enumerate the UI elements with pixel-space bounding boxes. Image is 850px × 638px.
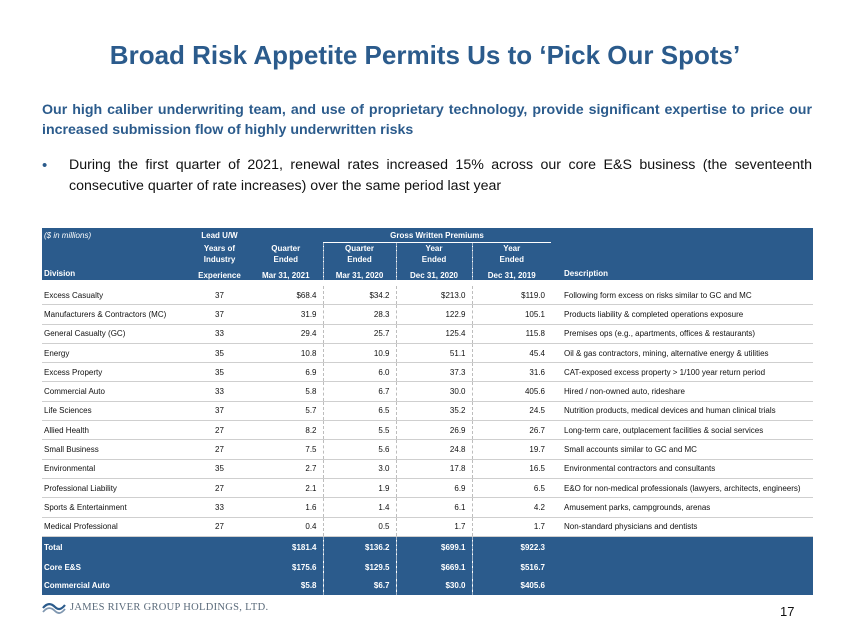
experience-cell: 27 xyxy=(190,478,249,497)
y20-cell: 51.1 xyxy=(396,343,472,362)
q21-header: Quarter xyxy=(249,243,323,255)
table-row xyxy=(42,401,813,420)
division-cell: Allied Health xyxy=(42,421,190,440)
q20-cell: 25.7 xyxy=(323,324,396,343)
y20-cell: 6.9 xyxy=(396,478,472,497)
q21-cell: 8.2 xyxy=(249,421,323,440)
y19-cell: $119.0 xyxy=(472,283,551,305)
q20-header: Quarter xyxy=(323,243,396,255)
q20-cell: 5.6 xyxy=(323,440,396,459)
y20-cell: 6.1 xyxy=(396,498,472,517)
division-cell: Professional Liability xyxy=(42,478,190,497)
total-label-cell: Core E&S xyxy=(42,558,190,577)
premiums-table xyxy=(42,228,813,595)
table-row xyxy=(42,440,813,459)
bullet-dot-icon: • xyxy=(42,157,48,174)
empty-cell xyxy=(190,558,249,577)
description-cell: Environmental contractors and consultants xyxy=(551,459,813,478)
q21-cell: 10.8 xyxy=(249,343,323,362)
exp-header: Experience xyxy=(190,265,249,283)
division-cell: Small Business xyxy=(42,440,190,459)
experience-cell: 33 xyxy=(190,382,249,401)
table-row xyxy=(42,517,813,536)
q20-cell: $136.2 xyxy=(323,536,396,558)
experience-cell: 27 xyxy=(190,421,249,440)
company-name: JAMES RIVER GROUP HOLDINGS, LTD. xyxy=(70,601,269,613)
q20-cell: 28.3 xyxy=(323,305,396,324)
y20-cell: 37.3 xyxy=(396,363,472,382)
total-row xyxy=(42,558,813,577)
experience-cell: 35 xyxy=(190,363,249,382)
description-cell: E&O for non-medical professionals (lawyers, architects, engineers) xyxy=(551,478,813,497)
description-cell: CAT-exposed excess property > 1/100 year return period xyxy=(551,363,813,382)
header-row-4 xyxy=(42,265,813,283)
experience-cell: 37 xyxy=(190,283,249,305)
y19-header: Dec 31, 2019 xyxy=(472,265,551,283)
empty-cell xyxy=(190,536,249,558)
y20-cell: $30.0 xyxy=(396,576,472,595)
gwp-header: Gross Written Premiums xyxy=(323,228,551,243)
y20-header: Year xyxy=(396,243,472,255)
q20-cell: $129.5 xyxy=(323,558,396,577)
empty-cell xyxy=(190,576,249,595)
y19-cell: 26.7 xyxy=(472,421,551,440)
q20-cell: 5.5 xyxy=(323,421,396,440)
division-cell: Manufacturers & Contractors (MC) xyxy=(42,305,190,324)
y19-cell: 16.5 xyxy=(472,459,551,478)
q20-cell: 6.0 xyxy=(323,363,396,382)
description-cell: Amusement parks, campgrounds, arenas xyxy=(551,498,813,517)
total-row xyxy=(42,536,813,558)
y19-cell: 19.7 xyxy=(472,440,551,459)
page-number: 17 xyxy=(780,604,795,619)
table-row xyxy=(42,305,813,324)
y20-cell: 26.9 xyxy=(396,421,472,440)
experience-cell: 35 xyxy=(190,343,249,362)
q21-cell: $175.6 xyxy=(249,558,323,577)
q21-cell: $68.4 xyxy=(249,283,323,305)
exp-header: Industry xyxy=(190,254,249,265)
table-row xyxy=(42,498,813,517)
q21-cell: 0.4 xyxy=(249,517,323,536)
bullet-point xyxy=(42,155,812,197)
q21-cell: 5.8 xyxy=(249,382,323,401)
y19-cell: 6.5 xyxy=(472,478,551,497)
y20-cell: 1.7 xyxy=(396,517,472,536)
experience-cell: 35 xyxy=(190,459,249,478)
q20-header: Mar 31, 2020 xyxy=(323,265,396,283)
y19-cell: 4.2 xyxy=(472,498,551,517)
total-label-cell: Commercial Auto xyxy=(42,576,190,595)
company-logo xyxy=(42,596,268,618)
y19-cell: 105.1 xyxy=(472,305,551,324)
q20-cell: 6.7 xyxy=(323,382,396,401)
division-cell: General Casualty (GC) xyxy=(42,324,190,343)
page-title: Broad Risk Appetite Permits Us to ‘Pick Our Spots’ xyxy=(109,40,741,70)
description-header: Description xyxy=(551,265,813,283)
wave-logo-icon xyxy=(42,598,66,616)
y19-header: Ended xyxy=(472,254,551,265)
q21-cell: 2.7 xyxy=(249,459,323,478)
header-row-1 xyxy=(42,228,813,243)
experience-cell: 37 xyxy=(190,401,249,420)
y20-cell: 125.4 xyxy=(396,324,472,343)
q20-cell: 1.4 xyxy=(323,498,396,517)
description-cell: Long-term care, outplacement facilities & social services xyxy=(551,421,813,440)
description-cell: Premises ops (e.g., apartments, offices & restaurants) xyxy=(551,324,813,343)
division-cell: Medical Professional xyxy=(42,517,190,536)
bullet-text: During the first quarter of 2021, renewal rates increased 15% across our core E&S business (the seventeenth consecutive quarter of rate increases) over the same period last year xyxy=(69,157,812,194)
division-cell: Sports & Entertainment xyxy=(42,498,190,517)
table-row xyxy=(42,343,813,362)
division-cell: Commercial Auto xyxy=(42,382,190,401)
y20-cell: 17.8 xyxy=(396,459,472,478)
empty-cell xyxy=(551,536,813,558)
description-cell: Products liability & completed operations exposure xyxy=(551,305,813,324)
q21-cell: 29.4 xyxy=(249,324,323,343)
description-cell: Following form excess on risks similar to GC and MC xyxy=(551,283,813,305)
y19-cell: 31.6 xyxy=(472,363,551,382)
q21-cell: 7.5 xyxy=(249,440,323,459)
empty-cell xyxy=(551,576,813,595)
q21-cell: 31.9 xyxy=(249,305,323,324)
q21-cell: 6.9 xyxy=(249,363,323,382)
y19-cell: $516.7 xyxy=(472,558,551,577)
table-row xyxy=(42,324,813,343)
y20-cell: 35.2 xyxy=(396,401,472,420)
division-cell: Environmental xyxy=(42,459,190,478)
q21-cell: 2.1 xyxy=(249,478,323,497)
y20-header: Dec 31, 2020 xyxy=(396,265,472,283)
q21-header: Ended xyxy=(249,254,323,265)
table-row xyxy=(42,421,813,440)
y19-cell: 45.4 xyxy=(472,343,551,362)
table-row xyxy=(42,382,813,401)
y20-cell: $699.1 xyxy=(396,536,472,558)
description-cell: Oil & gas contractors, mining, alternative energy & utilities xyxy=(551,343,813,362)
q20-cell: $6.7 xyxy=(323,576,396,595)
y20-header: Ended xyxy=(396,254,472,265)
y19-cell: 24.5 xyxy=(472,401,551,420)
division-cell: Life Sciences xyxy=(42,401,190,420)
division-cell: Excess Property xyxy=(42,363,190,382)
description-cell: Nutrition products, medical devices and human clinical trials xyxy=(551,401,813,420)
q20-cell: 1.9 xyxy=(323,478,396,497)
y20-cell: 24.8 xyxy=(396,440,472,459)
y19-cell: 1.7 xyxy=(472,517,551,536)
q21-cell: 5.7 xyxy=(249,401,323,420)
q20-header: Ended xyxy=(323,254,396,265)
experience-cell: 33 xyxy=(190,498,249,517)
total-row xyxy=(42,576,813,595)
table-row xyxy=(42,363,813,382)
total-label-cell: Total xyxy=(42,536,190,558)
q20-cell: 3.0 xyxy=(323,459,396,478)
y20-cell: 122.9 xyxy=(396,305,472,324)
y19-cell: 405.6 xyxy=(472,382,551,401)
table-row xyxy=(42,283,813,305)
q20-cell: 10.9 xyxy=(323,343,396,362)
y19-cell: $405.6 xyxy=(472,576,551,595)
subtitle: Our high caliber underwriting team, and use of proprietary technology, provide significant expertise to price our increased submission flow of highly underwritten risks xyxy=(42,102,812,138)
header-row-2 xyxy=(42,243,813,255)
lead-uw-header: Lead U/W xyxy=(190,228,249,243)
description-cell: Non-standard physicians and dentists xyxy=(551,517,813,536)
y20-cell: $213.0 xyxy=(396,283,472,305)
q21-cell: $5.8 xyxy=(249,576,323,595)
y19-header: Year xyxy=(472,243,551,255)
empty-cell xyxy=(551,558,813,577)
division-cell: Energy xyxy=(42,343,190,362)
units-note: ($ in millions) xyxy=(42,228,190,243)
q21-cell: 1.6 xyxy=(249,498,323,517)
division-header: Division xyxy=(42,265,190,283)
table-row xyxy=(42,478,813,497)
q20-cell: $34.2 xyxy=(323,283,396,305)
y20-cell: 30.0 xyxy=(396,382,472,401)
q21-cell: $181.4 xyxy=(249,536,323,558)
experience-cell: 33 xyxy=(190,324,249,343)
q20-cell: 6.5 xyxy=(323,401,396,420)
experience-cell: 37 xyxy=(190,305,249,324)
header-row-3 xyxy=(42,254,813,265)
q21-header: Mar 31, 2021 xyxy=(249,265,323,283)
y19-cell: 115.8 xyxy=(472,324,551,343)
q20-cell: 0.5 xyxy=(323,517,396,536)
description-cell: Small accounts similar to GC and MC xyxy=(551,440,813,459)
experience-cell: 27 xyxy=(190,517,249,536)
division-cell: Excess Casualty xyxy=(42,283,190,305)
y19-cell: $922.3 xyxy=(472,536,551,558)
table-row xyxy=(42,459,813,478)
experience-cell: 27 xyxy=(190,440,249,459)
exp-header: Years of xyxy=(190,243,249,255)
description-cell: Hired / non-owned auto, rideshare xyxy=(551,382,813,401)
y20-cell: $669.1 xyxy=(396,558,472,577)
